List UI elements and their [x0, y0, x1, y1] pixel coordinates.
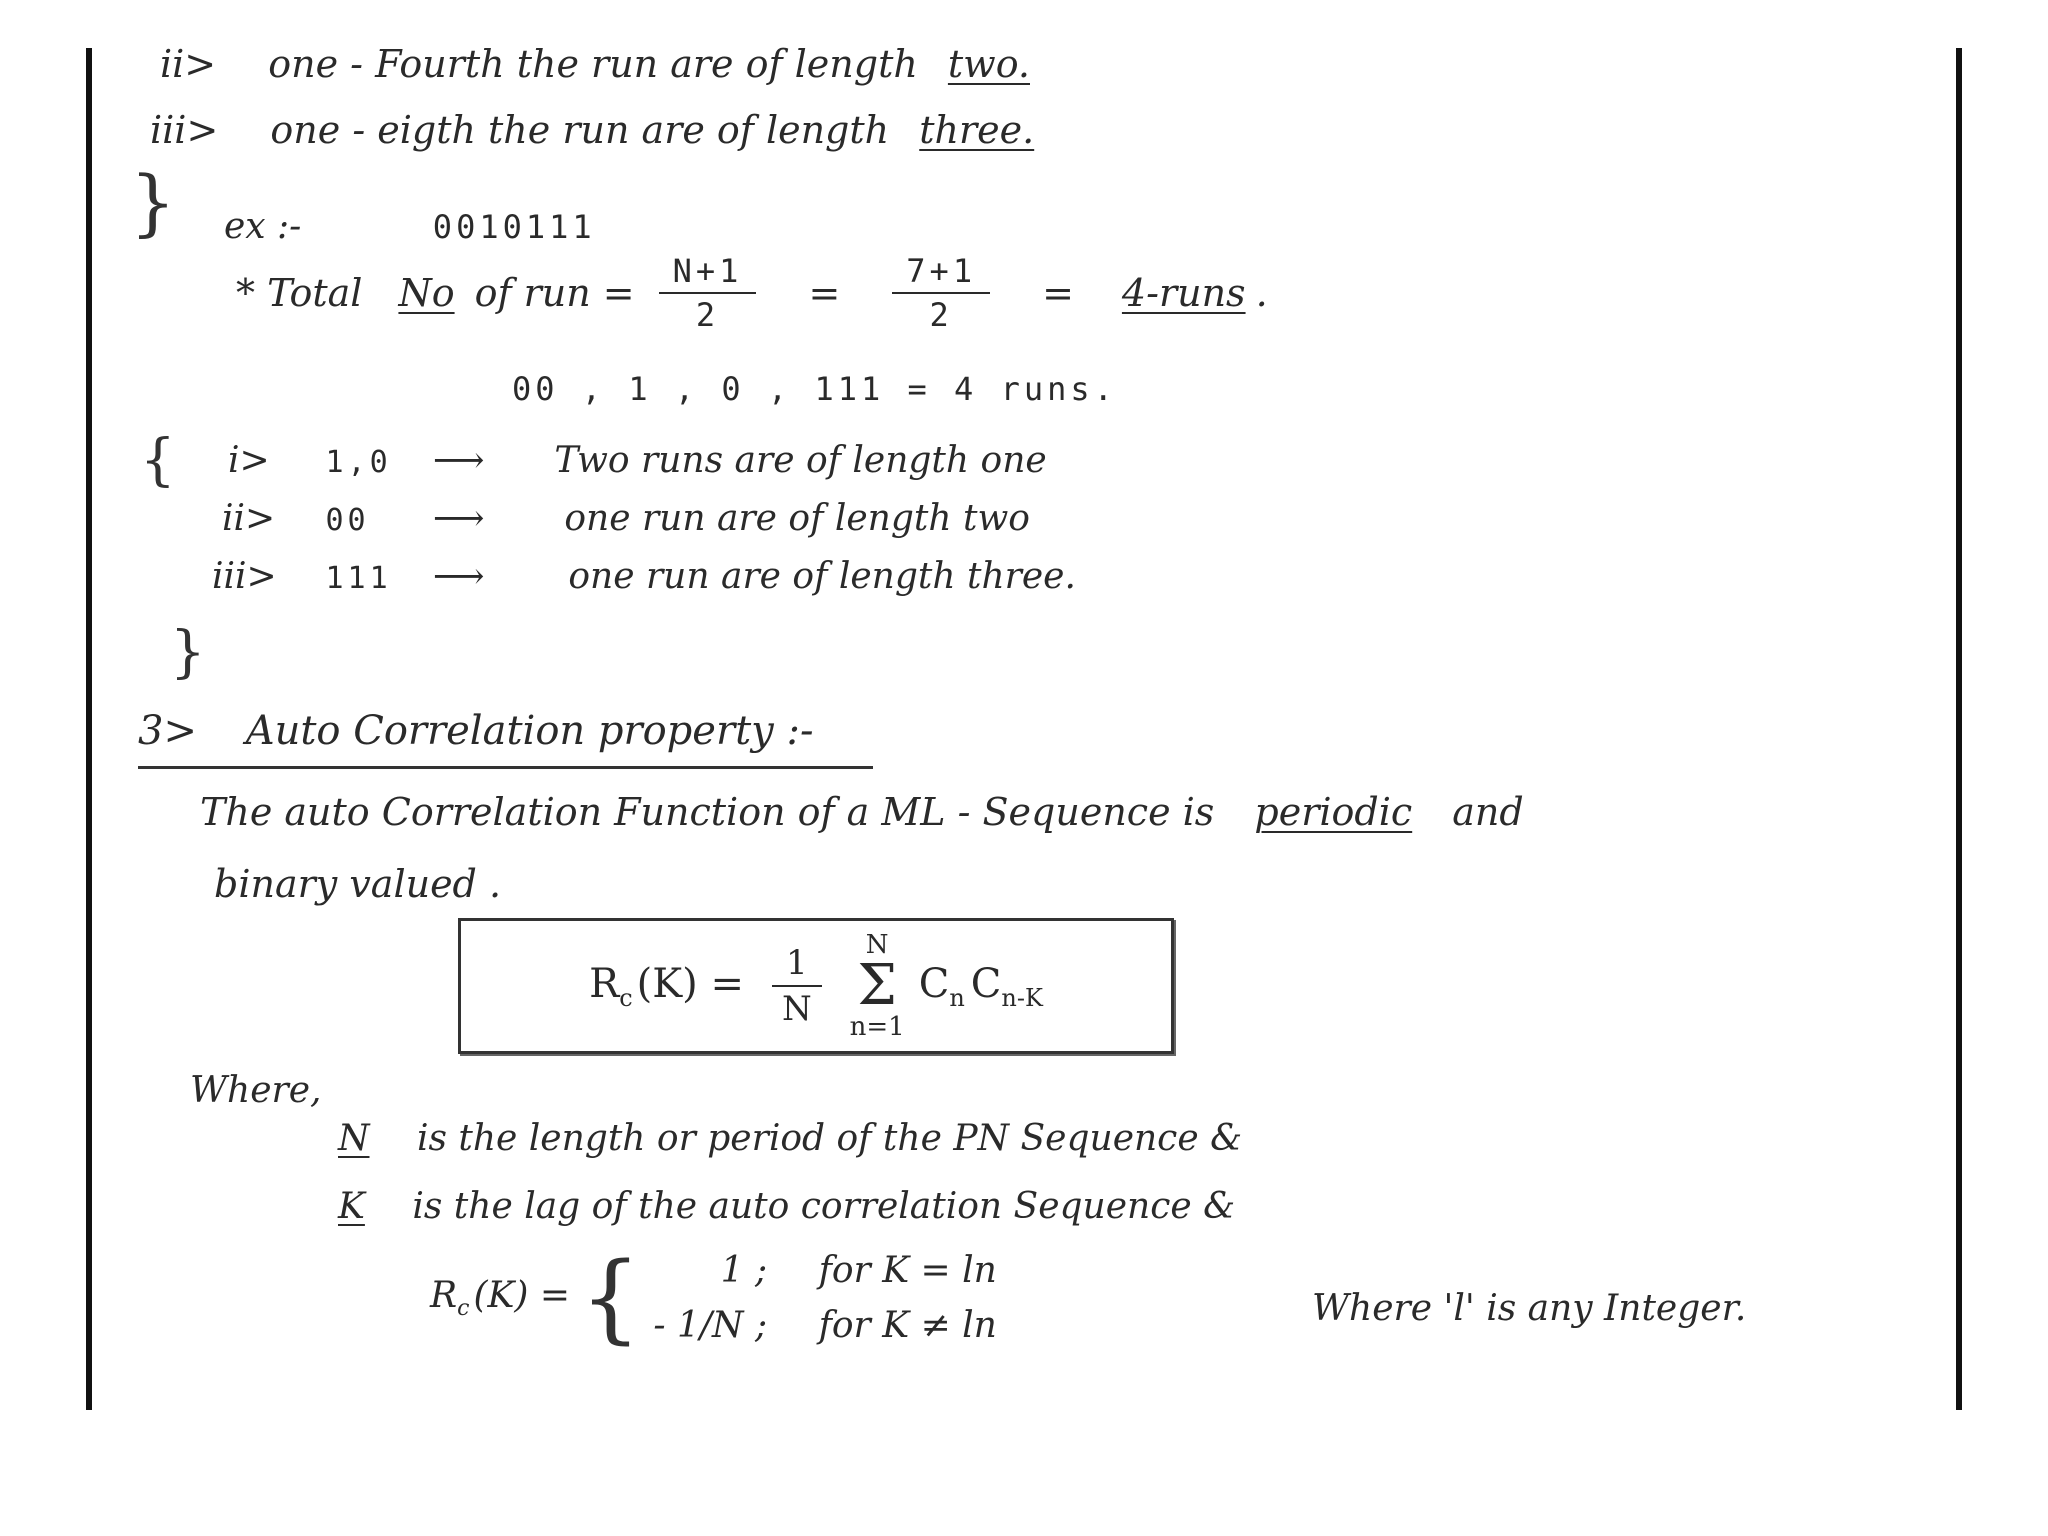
formula-arg: (K) = [473, 1274, 571, 1316]
example-label: ex :- [224, 206, 302, 247]
formula-body [919, 961, 1043, 1012]
fraction-numerator: 1 [772, 943, 822, 987]
total-label: * Total [236, 271, 363, 315]
run-sequence: 1,0 [325, 445, 392, 480]
case-condition: for K ≠ ln [818, 1305, 997, 1346]
summation [850, 932, 905, 1040]
piecewise-lhs [430, 1275, 570, 1321]
where-text: is the lag of the auto correlation Sequence & [412, 1186, 1236, 1227]
run-item-2 [222, 498, 1030, 539]
subscript-n: n [949, 983, 965, 1012]
fraction-denominator: 2 [695, 296, 720, 334]
term-c: C [918, 960, 950, 1007]
piecewise-formula [430, 1242, 997, 1354]
run-marker: i> [228, 440, 270, 481]
item-text: one - Fourth the run are of length [268, 42, 918, 86]
total-rest: of run = [474, 271, 635, 315]
paragraph-line-1 [200, 790, 1524, 834]
fraction-denominator: 2 [929, 296, 953, 334]
case-2 [647, 1305, 997, 1346]
section-number: 3> [138, 708, 197, 754]
paragraph-text: and [1452, 790, 1524, 834]
subscript-c: c [619, 983, 633, 1012]
run-sequence: 00 [325, 503, 370, 538]
paragraph-text: The auto Correlation Function of a ML - Sequence is [200, 790, 1215, 834]
total-dot: . [1255, 271, 1268, 315]
run-text: one run are of length three. [568, 556, 1076, 597]
fraction-numerator: 7+1 [892, 252, 990, 294]
closing-brace: } [130, 160, 176, 244]
symbol-r: R [589, 960, 620, 1007]
left-margin-rule [86, 48, 92, 1410]
section-heading [138, 708, 873, 769]
arrow-icon: ⟶ [432, 498, 485, 539]
term-c: C [970, 960, 1002, 1007]
autocorrelation-formula [458, 918, 1174, 1054]
formula-arg: (K) = [636, 960, 744, 1007]
fraction-example [892, 252, 990, 334]
list-item-ii [160, 42, 1030, 86]
fraction-numerator: N+1 [659, 252, 757, 294]
subscript-n-k: n-K [1001, 983, 1043, 1012]
run-text: one run are of length two [564, 498, 1030, 539]
case-condition: for K = ln [818, 1250, 997, 1291]
item-tail: two. [947, 42, 1030, 86]
case-value: 1 ; [720, 1250, 768, 1291]
item-text: one - eigth the run are of length [270, 108, 890, 152]
run-sequence: 111 [325, 561, 392, 596]
run-item-1 [228, 440, 1047, 481]
case-1 [647, 1250, 997, 1291]
arrow-icon: ⟶ [432, 556, 485, 597]
list-item-iii [150, 108, 1034, 152]
example-line [224, 206, 596, 247]
arrow-icon: ⟶ [432, 440, 485, 481]
section-title: Auto Correlation property :- [245, 708, 814, 754]
fraction-general [659, 252, 757, 334]
opening-brace: { [140, 428, 176, 493]
item-marker: iii> [150, 108, 219, 152]
total-no: No [398, 271, 455, 315]
equals-sign: = [808, 271, 841, 315]
right-margin-rule [1956, 48, 1962, 1410]
subscript-c: c [457, 1296, 470, 1322]
where-item-k [338, 1186, 1235, 1227]
run-marker: ii> [222, 498, 276, 539]
fraction-denominator: N [781, 989, 812, 1029]
piecewise-cases [647, 1250, 997, 1346]
integer-note: Where 'l' is any Integer. [1312, 1288, 1747, 1329]
sum-upper: N [865, 930, 889, 960]
equals-sign: = [1042, 271, 1074, 315]
item-marker: ii> [160, 42, 217, 86]
runs-breakdown-line: 00 , 1 , 0 , 111 = 4 runs. [512, 370, 1117, 408]
symbol-n: N [338, 1118, 370, 1159]
item-tail: three. [919, 108, 1035, 152]
example-sequence: 0010111 [432, 208, 596, 246]
formula-lhs [589, 961, 744, 1012]
total-result: 4-runs [1121, 271, 1246, 315]
sum-lower: n=1 [849, 1012, 905, 1042]
symbol-k: K [338, 1186, 365, 1227]
closing-brace: } [170, 620, 206, 685]
periodic-word: periodic [1254, 790, 1413, 834]
case-value: - 1/N ; [653, 1305, 768, 1346]
run-text: Two runs are of length one [554, 440, 1047, 481]
paragraph-line-2: binary valued . [214, 862, 502, 906]
total-runs-line [236, 252, 1268, 334]
formula-fraction [772, 943, 822, 1029]
sigma-symbol: Σ [857, 953, 897, 1018]
run-item-3 [212, 556, 1076, 597]
where-label: Where, [190, 1070, 322, 1111]
where-item-n [338, 1118, 1242, 1159]
piecewise-brace: { [580, 1242, 642, 1354]
run-marker: iii> [212, 556, 277, 597]
symbol-r: R [430, 1274, 458, 1316]
where-text: is the length or period of the PN Sequence & [416, 1118, 1243, 1159]
